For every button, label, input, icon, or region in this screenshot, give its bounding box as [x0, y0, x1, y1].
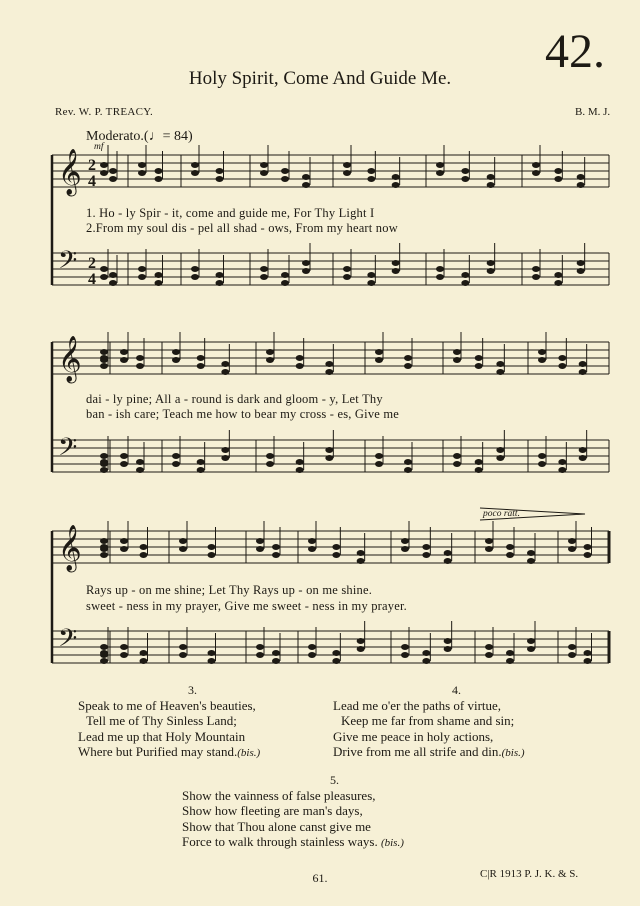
note-head [444, 558, 452, 564]
verse-5-line-1: Show the vainness of false pleasures, [182, 788, 376, 803]
note-head [100, 162, 108, 168]
time-signature-bottom: 4 [88, 271, 96, 288]
note-head [308, 644, 316, 650]
system1-verse2-lyrics: 2.From my soul dis - pel all shad - ows, From my heart now [86, 221, 398, 235]
note-head [453, 461, 461, 467]
note-head [367, 176, 375, 182]
note-head [453, 349, 461, 355]
note-head [485, 652, 493, 658]
note-head [216, 176, 224, 182]
verse-3-line-2: Tell me of Thy Sinless Land; [86, 713, 237, 729]
note-head [496, 447, 504, 453]
note-head [367, 168, 375, 174]
note-head [475, 363, 483, 369]
note-head [558, 467, 566, 473]
note-head [256, 538, 264, 544]
note-head [375, 461, 383, 467]
note-head [272, 552, 280, 558]
verse-4-line-3: Give me peace in holy actions, [333, 728, 494, 744]
note-head [577, 182, 585, 188]
verse-4-bis: (bis.) [501, 746, 525, 759]
verse-5-line-4 [182, 834, 404, 851]
verse-5-number: 5. [330, 773, 339, 787]
note-head [221, 361, 229, 367]
note-head [579, 455, 587, 461]
note-head [422, 650, 430, 656]
note-head [140, 552, 148, 558]
composer-credit: B. M. J. [575, 106, 611, 118]
note-head [461, 168, 469, 174]
note-head [558, 459, 566, 465]
note-head [155, 280, 163, 286]
verse-3-line-4-text: Where but Purified may stand. [78, 743, 238, 759]
note-head [422, 658, 430, 664]
note-head [496, 369, 504, 375]
note-head [100, 170, 108, 176]
note-head [538, 461, 546, 467]
note-head [100, 644, 108, 650]
note-head [325, 455, 333, 461]
note-head [375, 357, 383, 363]
bass-clef-icon: 𝄢 [58, 246, 78, 281]
note-head [577, 260, 585, 266]
note-head [332, 552, 340, 558]
note-head [296, 355, 304, 361]
note-head [332, 658, 340, 664]
note-head [140, 658, 148, 664]
note-head [558, 355, 566, 361]
note-head [140, 650, 148, 656]
note-head [538, 349, 546, 355]
note-head [260, 162, 268, 168]
note-head [266, 453, 274, 459]
note-head [332, 650, 340, 656]
hairpin-icon [480, 508, 585, 520]
note-head [296, 467, 304, 473]
note-head [554, 176, 562, 182]
note-head [136, 355, 144, 361]
note-head [401, 546, 409, 552]
verse-3-line-3: Lead me up that Holy Mountain [78, 728, 246, 744]
note-head [100, 453, 108, 459]
note-head [475, 459, 483, 465]
note-head [332, 544, 340, 550]
note-head [436, 266, 444, 272]
note-head [272, 658, 280, 664]
note-head [343, 170, 351, 176]
note-head [172, 357, 180, 363]
note-head [422, 552, 430, 558]
note-head [216, 280, 224, 286]
system1-verse1-lyrics: 1. Ho - ly Spir - it, come and guide me, For Thy Light I [86, 206, 375, 220]
note-head [527, 550, 535, 556]
note-head [496, 455, 504, 461]
note-head [281, 272, 289, 278]
note-head [579, 369, 587, 375]
note-head [281, 176, 289, 182]
note-head [120, 644, 128, 650]
note-head [392, 260, 400, 266]
note-head [281, 168, 289, 174]
note-head [436, 274, 444, 280]
note-head [404, 467, 412, 473]
note-head [485, 546, 493, 552]
note-head [375, 453, 383, 459]
note-head [109, 272, 117, 278]
note-head [100, 363, 108, 369]
verse-3-number: 3. [188, 683, 197, 697]
note-head [100, 650, 108, 656]
system2-verse2-lyrics: ban - ish care; Teach me how to bear my cross - es, Give me [86, 407, 400, 421]
tempo-value: = 84) [162, 129, 193, 144]
verse-5-bis: (bis.) [380, 836, 404, 849]
note-head [191, 266, 199, 272]
note-head [558, 363, 566, 369]
note-head [357, 550, 365, 556]
note-head [100, 544, 108, 550]
note-head [568, 538, 576, 544]
note-head [302, 268, 310, 274]
system3-verse1-lyrics: Rays up - on me shine; Let Thy Rays up - on me shine. [86, 583, 373, 597]
note-head [367, 280, 375, 286]
note-head [357, 646, 365, 652]
note-head [444, 646, 452, 652]
note-head [496, 361, 504, 367]
note-head [436, 162, 444, 168]
note-head [191, 170, 199, 176]
note-head [568, 644, 576, 650]
note-head [120, 546, 128, 552]
note-head [138, 170, 146, 176]
verse-4-line-2: Keep me far from shame and sin; [341, 713, 515, 729]
note-head [475, 355, 483, 361]
note-head [584, 658, 592, 664]
note-head [308, 546, 316, 552]
note-head [208, 658, 216, 664]
note-head [260, 266, 268, 272]
note-head [179, 644, 187, 650]
note-head [308, 652, 316, 658]
note-head [453, 453, 461, 459]
note-head [392, 174, 400, 180]
note-head [487, 174, 495, 180]
note-head [506, 544, 514, 550]
hymn-number: 42. [545, 25, 605, 78]
note-head [100, 349, 108, 355]
note-head [584, 544, 592, 550]
note-head [579, 447, 587, 453]
note-head [256, 546, 264, 552]
note-head [444, 550, 452, 556]
note-head [221, 447, 229, 453]
note-head [404, 363, 412, 369]
note-head [367, 272, 375, 278]
note-head [272, 544, 280, 550]
note-head [506, 552, 514, 558]
note-head [444, 638, 452, 644]
note-head [208, 544, 216, 550]
note-head [155, 176, 163, 182]
note-head [325, 447, 333, 453]
note-head [527, 558, 535, 564]
system2-verse1-lyrics: dai - ly pine; All a - round is dark and gloom - y, Let Thy [86, 392, 383, 406]
verse-3-bis: (bis.) [237, 746, 261, 759]
note-head [109, 176, 117, 182]
note-head [179, 652, 187, 658]
note-head [260, 170, 268, 176]
note-head [487, 268, 495, 274]
note-head [172, 461, 180, 467]
dynamic-marking: mf [94, 142, 104, 152]
note-head [401, 538, 409, 544]
note-head [155, 168, 163, 174]
note-head [100, 552, 108, 558]
note-head [392, 182, 400, 188]
verse-4-line-4 [333, 744, 525, 761]
note-head [100, 658, 108, 664]
copyright-notice: C|R 1913 P. J. K. & S. [480, 868, 579, 880]
note-head [506, 650, 514, 656]
note-head [485, 538, 493, 544]
note-head [527, 638, 535, 644]
note-head [325, 361, 333, 367]
note-head [140, 544, 148, 550]
note-head [584, 650, 592, 656]
note-head [197, 355, 205, 361]
note-head [221, 455, 229, 461]
note-head [302, 174, 310, 180]
note-head [404, 459, 412, 465]
note-head [197, 459, 205, 465]
note-head [197, 467, 205, 473]
note-head [554, 168, 562, 174]
note-head [343, 274, 351, 280]
note-head [296, 459, 304, 465]
note-head [256, 652, 264, 658]
note-head [485, 644, 493, 650]
verse-3-line-1: Speak to me of Heaven's beauties, [78, 698, 256, 713]
note-head [179, 546, 187, 552]
expression-marking: poco ratt. [483, 509, 520, 519]
note-head [325, 369, 333, 375]
system3-verse2-lyrics: sweet - ness in my prayer, Give me sweet - ness in my prayer. [86, 599, 407, 613]
note-head [404, 355, 412, 361]
note-head [554, 280, 562, 286]
note-head [577, 268, 585, 274]
note-head [155, 272, 163, 278]
note-head [109, 280, 117, 286]
verse-3 [78, 683, 260, 761]
note-head [461, 280, 469, 286]
note-head [401, 652, 409, 658]
note-head [191, 162, 199, 168]
note-head [532, 170, 540, 176]
note-head [216, 272, 224, 278]
note-head [136, 459, 144, 465]
note-head [138, 162, 146, 168]
note-head [392, 268, 400, 274]
note-head [260, 274, 268, 280]
note-head [266, 461, 274, 467]
note-head [100, 274, 108, 280]
note-head [554, 272, 562, 278]
note-head [172, 349, 180, 355]
verse-5-line-2: Show how fleeting are man's days, [182, 803, 363, 819]
note-head [172, 453, 180, 459]
note-head [343, 266, 351, 272]
note-head [100, 355, 108, 361]
treble-clef-icon: 𝄞 [58, 149, 82, 195]
verse-4-line-4-text: Drive from me all strife and din. [333, 743, 502, 759]
note-head [436, 170, 444, 176]
note-head [538, 453, 546, 459]
note-head [208, 552, 216, 558]
hymn-title: Holy Spirit, Come And Guide Me. [188, 68, 452, 89]
note-head [120, 357, 128, 363]
note-head [461, 272, 469, 278]
note-head [527, 646, 535, 652]
note-head [357, 638, 365, 644]
note-head [136, 363, 144, 369]
note-head [579, 361, 587, 367]
verse-4 [333, 683, 525, 761]
note-head [100, 538, 108, 544]
note-head [568, 652, 576, 658]
treble-clef-icon: 𝄞 [58, 525, 82, 571]
note-head [266, 349, 274, 355]
note-head [308, 538, 316, 544]
note-head [568, 546, 576, 552]
note-head [120, 453, 128, 459]
note-head [584, 552, 592, 558]
note-head [302, 182, 310, 188]
verse-5-line-4-text: Force to walk through stainless ways. [182, 833, 378, 849]
note-head [266, 357, 274, 363]
note-head [120, 652, 128, 658]
verse-5 [182, 773, 404, 851]
note-head [281, 280, 289, 286]
note-head [343, 162, 351, 168]
time-signature-bottom: 4 [88, 173, 96, 190]
note-head [532, 266, 540, 272]
bass-clef-icon: 𝄢 [58, 433, 78, 468]
page-number: 61. [312, 871, 328, 885]
time-signature-top: 2 [88, 157, 96, 174]
note-head [120, 349, 128, 355]
note-head [475, 467, 483, 473]
note-head [296, 363, 304, 369]
note-head [453, 357, 461, 363]
note-head [216, 168, 224, 174]
tempo-label: Moderato.( [86, 129, 149, 144]
note-head [461, 176, 469, 182]
note-head [138, 274, 146, 280]
note-head [487, 260, 495, 266]
note-head [532, 274, 540, 280]
note-head [422, 544, 430, 550]
note-head [538, 357, 546, 363]
verse-4-line-1: Lead me o'er the paths of virtue, [333, 698, 502, 713]
note-head [256, 644, 264, 650]
note-head [487, 182, 495, 188]
note-head [357, 558, 365, 564]
note-head [120, 538, 128, 544]
author-credit: Rev. W. P. TREACY. [55, 106, 154, 118]
note-head [100, 459, 108, 465]
note-head [100, 266, 108, 272]
bass-clef-icon: 𝄢 [58, 624, 78, 659]
note-head [179, 538, 187, 544]
note-head [401, 644, 409, 650]
verse-4-number: 4. [452, 683, 461, 697]
treble-clef-icon: 𝄞 [58, 336, 82, 382]
note-head [120, 461, 128, 467]
note-head [272, 650, 280, 656]
note-head [208, 650, 216, 656]
note-head [532, 162, 540, 168]
note-head [100, 467, 108, 473]
note-head [136, 467, 144, 473]
note-head [221, 369, 229, 375]
note-head [577, 174, 585, 180]
note-head [506, 658, 514, 664]
note-head [109, 168, 117, 174]
verse-5-line-3: Show that Thou alone canst give me [182, 818, 371, 834]
time-signature-top: 2 [88, 255, 96, 272]
quarter-note-icon: ♩ [148, 129, 163, 144]
note-head [138, 266, 146, 272]
note-head [197, 363, 205, 369]
note-head [191, 274, 199, 280]
note-head [302, 260, 310, 266]
note-head [375, 349, 383, 355]
verse-3-line-4 [78, 744, 260, 761]
